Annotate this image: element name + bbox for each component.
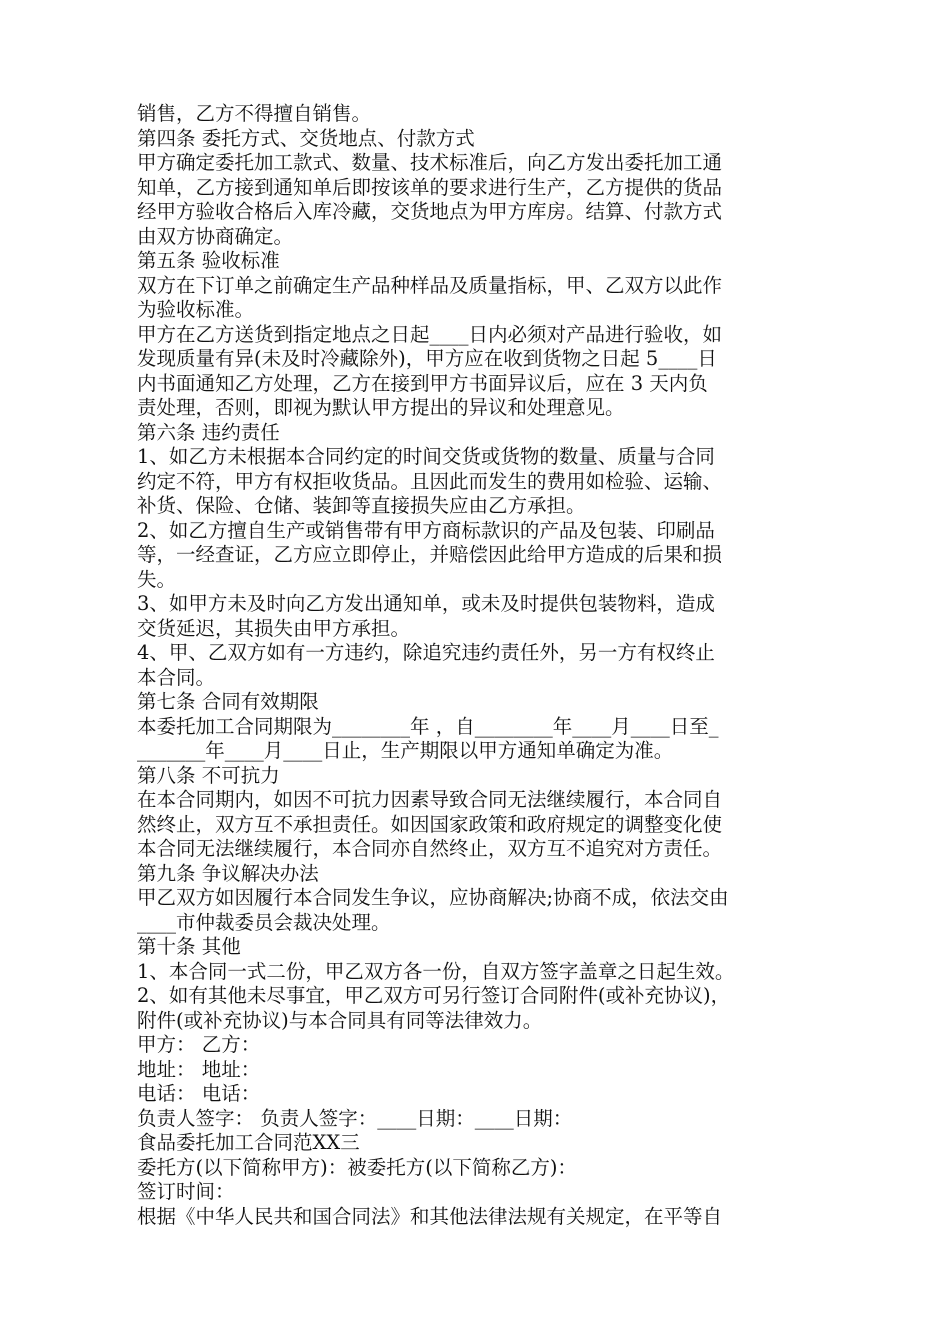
text-line: 2、如乙方擅自生产或销售带有甲方商标款识的产品及包装、印刷品 (137, 518, 715, 542)
text-line: 等，一经查证，乙方应立即停止，并赔偿因此给甲方造成的后果和损 (137, 543, 723, 566)
text-line: 内书面通知乙方处理，乙方在接到甲方书面异议后，应在 3 天内负 (137, 371, 708, 395)
text-line: 本委托加工合同期限为________年 ，自________年____月____日至_ (137, 714, 719, 738)
text-line: _______年____月____日止，生产期限以甲方通知单确定为准。 (137, 739, 674, 762)
text-line: 2、如有其他未尽事宜，甲乙双方可另行签订合同附件(或补充协议)， (137, 984, 731, 1007)
signature-line: 负责人签字： 负责人签字：____日期：____日期： (137, 1106, 573, 1130)
text-line: 由双方协商确定。 (137, 224, 294, 248)
text-line: 然终止，双方互不承担责任。如因国家政策和政府规定的调整变化使 (137, 812, 723, 836)
text-line: 失。 (137, 567, 177, 591)
sign-date-line: 签订时间： (137, 1180, 235, 1203)
text-line: 4、甲、乙双方如有一方违约，除追究违约责任外，另一方有权终止 (137, 641, 715, 664)
text-line: 1、如乙方未根据本合同约定的时间交货或货物的数量、质量与合同 (137, 445, 715, 468)
text-line: 交货延迟，其损失由甲方承担。 (137, 616, 411, 640)
text-line: 责处理，否则，即视为默认甲方提出的异议和处理意见。 (137, 396, 625, 419)
phone-line: 电话： 电话： (137, 1082, 261, 1105)
address-line: 地址： 地址： (137, 1057, 261, 1081)
text-line: 委托方(以下简称甲方)：被委托方(以下简称乙方)： (137, 1155, 577, 1179)
text-line: 1、本合同一式二份，甲乙双方各一份，自双方签字盖章之日起生效。 (137, 959, 735, 983)
text-line: 甲方在乙方送货到指定地点之日起____日内必须对产品进行验收，如 (137, 322, 723, 346)
contract-text (137, 102, 827, 1229)
text-line: 销售，乙方不得擅自销售。 (137, 102, 372, 125)
text-line: ____市仲裁委员会裁决处理。 (137, 910, 391, 934)
text-line: 3、如甲方未及时向乙方发出通知单，或未及时提供包装物料，造成 (137, 592, 715, 615)
text-line: 为验收标准。 (137, 298, 255, 321)
text-line: 本合同。 (137, 665, 216, 689)
section-heading-6: 第六条 违约责任 (137, 420, 280, 444)
party-line: 甲方： 乙方： (137, 1033, 261, 1056)
text-line: 本合同无法继续履行，本合同亦自然终止，双方互不追究对方责任。 (137, 837, 723, 860)
text-line: 知单，乙方接到通知单后即按该单的要求进行生产，乙方提供的货品 (137, 175, 723, 199)
text-line: 甲方确定委托加工款式、数量、技术标准后，向乙方发出委托加工通 (137, 151, 723, 174)
text-line: 附件(或补充协议)与本合同具有同等法律效力。 (137, 1008, 543, 1032)
section-heading-9: 第九条 争议解决办法 (137, 861, 319, 885)
text-line: 补货、保险、仓储、装卸等直接损失应由乙方承担。 (137, 494, 586, 517)
text-line: 发现质量有异(未及时冷藏除外)，甲方应在收到货物之日起 5____日 (137, 347, 717, 370)
text-line: 经甲方验收合格后入库冷藏，交货地点为甲方库房。结算、付款方式 (137, 200, 723, 223)
document-title: 食品委托加工合同范XX三 (137, 1131, 360, 1154)
section-heading-10: 第十条 其他 (137, 935, 241, 958)
text-line: 根据《中华人民共和国合同法》和其他法律法规有关规定，在平等自 (137, 1204, 723, 1228)
section-heading-7: 第七条 合同有效期限 (137, 690, 319, 713)
section-heading-8: 第八条 不可抗力 (137, 763, 280, 787)
text-line: 在本合同期内，如因不可抗力因素导致合同无法继续履行，本合同自 (137, 788, 723, 811)
section-heading-5: 第五条 验收标准 (137, 249, 280, 272)
text-line: 甲乙双方如因履行本合同发生争议，应协商解决;协商不成，依法交由 (137, 886, 729, 909)
section-heading-4: 第四条 委托方式、交货地点、付款方式 (137, 126, 475, 150)
text-line: 约定不符，甲方有权拒收货品。且因此而发生的费用如检验、运输、 (137, 469, 723, 493)
text-line: 双方在下订单之前确定生产品种样品及质量指标，甲、乙双方以此作 (137, 273, 723, 297)
